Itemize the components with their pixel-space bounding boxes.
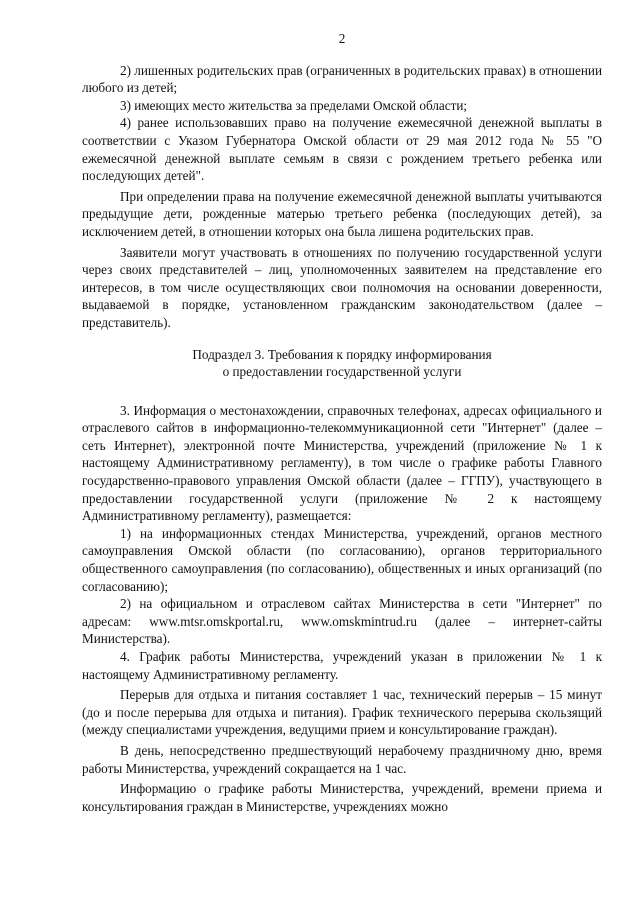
paragraph-break-time: Перерыв для отдыха и питания составляет 1 час, технический перерыв – 15 минут (до и после перерыва для отдыха и питания). График технического перерыва скользящий (между специалистами учреждения, ведущими прием и консультирование граждан). [82, 687, 602, 738]
paragraph-information-placement: 3. Информация о местонахождении, справочных телефонах, адресах официального и отраслевого сайтов в информационно-телекоммуникационной сети "Интернет" (далее – сеть Интернет), электронной почте Министерства, учреждений (приложение № 1 к настоящему Административному регламенту), в том числе о графике работы Главного государственно-правового управления Омской области (далее – ГГПУ), участвующего в предоставлении государственной услуги (приложение № 2 к настоящему Административному регламенту), размещается: [82, 402, 602, 524]
paragraph-representatives: Заявители могут участвовать в отношениях по получению государственной услуги через своих представителей – лиц, уполномоченных заявителем на представление его интересов, в том числе осуществляющих свои полномочия на основании доверенности, выдаваемой в порядке, установленном гражданским законодательством (далее – представитель). [82, 244, 602, 330]
document-page [82, 30, 602, 815]
paragraph-item-2: 2) лишенных родительских прав (ограниченных в родительских правах) в отношении любого из детей; [82, 62, 602, 96]
paragraph-schedule-info: Информацию о графике работы Министерства, учреждений, времени приема и консультирования граждан в Министерстве, учреждениях можно [82, 781, 602, 814]
paragraph-previous-children: При определении права на получение ежемесячной денежной выплаты учитываются предыдущие дети, рожденные матерью третьего ребенка (последующих детей), за исключением детей, в отношении которых она была лишена родительских прав. [82, 188, 602, 239]
paragraph-information-stands: 1) на информационных стендах Министерства, учреждений, органов местного самоуправления Омской области (по согласованию), органов территориального общественного самоуправления (по согласованию), общественных и иных организаций (по согласованию); [82, 525, 602, 594]
section-heading-line-1: Подраздел 3. Требования к порядку информирования [192, 346, 492, 362]
section-heading [82, 346, 602, 381]
page-number: 2 [338, 31, 346, 46]
section-heading-line-2: о предоставлении государственной услуги [222, 364, 462, 380]
paragraph-work-schedule: 4. График работы Министерства, учреждений указан в приложении № 1 к настоящему Административному регламенту. [82, 649, 602, 682]
paragraph-item-4: 4) ранее использовавших право на получение ежемесячной денежной выплаты в соответствии с Указом Губернатора Омской области от 29 мая 2012 года № 55 "О ежемесячной денежной выплате семьям в связи с рождением третьего ребенка или последующих детей". [82, 115, 602, 184]
paragraph-official-websites: 2) на официальном и отраслевом сайтах Министерства в сети "Интернет" по адресам: www.mtsr.omskportal.ru, www.omskmintrud.ru (далее – интернет-сайты Министерства). [82, 596, 602, 647]
paragraph-item-3: 3) имеющих место жительства за пределами Омской области; [120, 97, 468, 113]
paragraph-holiday-hours: В день, непосредственно предшествующий нерабочему праздничному дню, время работы Министерства, учреждений сокращается на 1 час. [82, 742, 602, 776]
